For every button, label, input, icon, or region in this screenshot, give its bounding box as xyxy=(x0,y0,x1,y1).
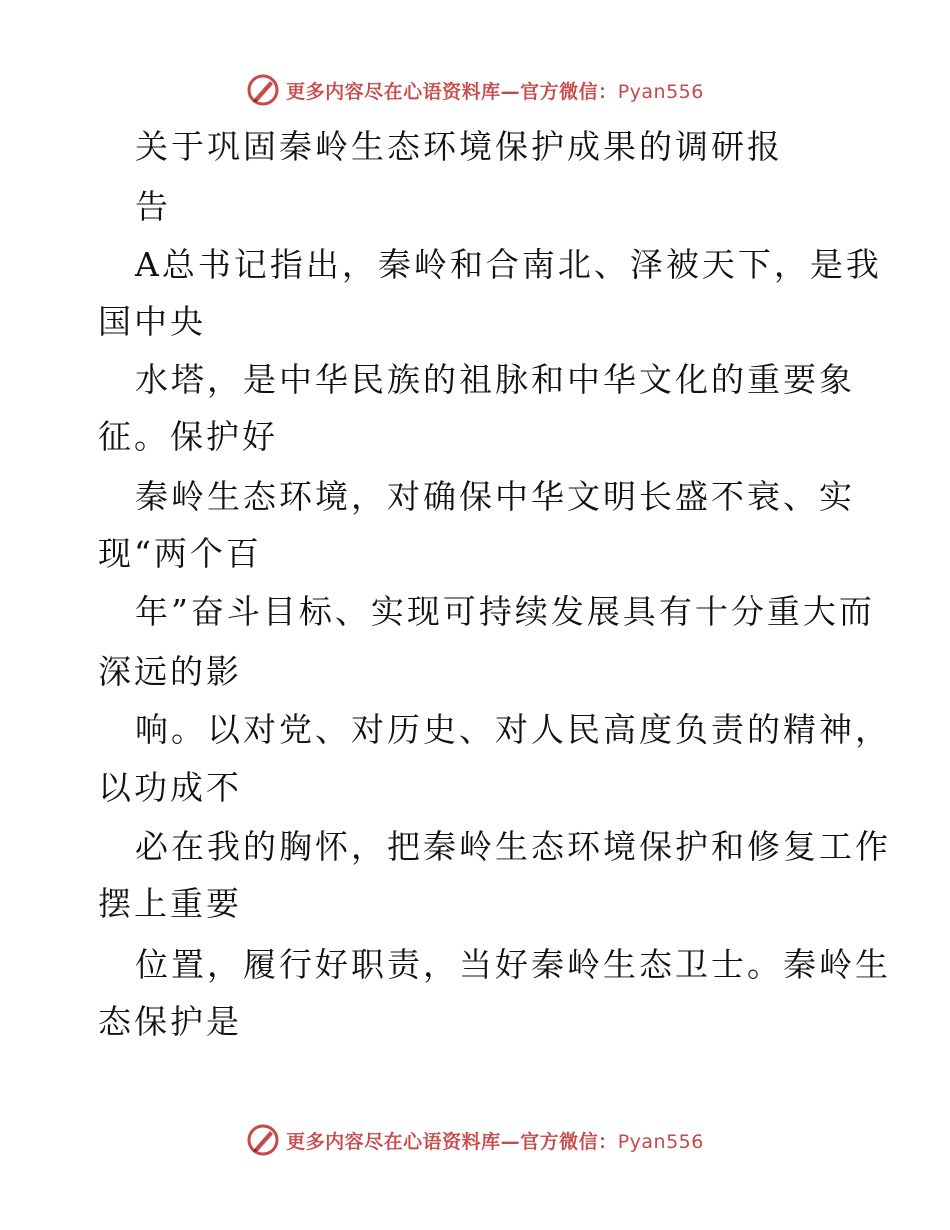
watermark-slogan: 更多内容尽在心语资料库 xyxy=(286,1130,501,1153)
paragraph-line: 现“两个百 xyxy=(98,534,262,573)
watermark-wechat-label: 官方微信： xyxy=(520,80,618,103)
document-title-line-1: 关于巩固秦岭生态环境保护成果的调研报 xyxy=(135,127,783,166)
paragraph-line: 年”奋斗目标、实现可持续发展具有十分重大而 xyxy=(135,592,875,631)
watermark-wechat-id: Pyan556 xyxy=(617,80,704,103)
paragraph-line: 水塔，是中华民族的祖脉和中华文化的重要象 xyxy=(135,360,855,399)
watermark-slogan: 更多内容尽在心语资料库 xyxy=(286,80,501,103)
paragraph-line: 征。保护好 xyxy=(98,417,278,456)
watermark-text xyxy=(286,1127,704,1154)
quill-pen-icon xyxy=(246,73,280,107)
paragraph-line: 以功成不 xyxy=(98,768,242,807)
watermark-wechat-label: 官方微信： xyxy=(520,1130,618,1153)
paragraph-line: 国中央 xyxy=(98,302,206,341)
watermark-wechat-id: Pyan556 xyxy=(617,1130,704,1153)
paragraph-line: 响。以对党、对历史、对人民高度负责的精神， xyxy=(135,710,891,749)
paragraph-line: A总书记指出，秦岭和合南北、泽被天下，是我 xyxy=(135,245,882,284)
watermark-text xyxy=(286,77,704,104)
paragraph-line: 态保护是 xyxy=(98,1002,242,1041)
paragraph-line: 摆上重要 xyxy=(98,884,242,923)
paragraph-line: 位置，履行好职责，当好秦岭生态卫士。秦岭生 xyxy=(135,945,891,984)
watermark-separator: — xyxy=(500,1130,521,1153)
document-title-line-2: 告 xyxy=(135,187,171,226)
watermark-separator: — xyxy=(500,80,521,103)
paragraph-line: 秦岭生态环境，对确保中华文明长盛不衰、实 xyxy=(135,477,855,516)
header-watermark xyxy=(0,70,950,110)
paragraph-line: 必在我的胸怀，把秦岭生态环境保护和修复工作 xyxy=(135,827,891,866)
quill-pen-icon xyxy=(246,1123,280,1157)
paragraph-line: 深远的影 xyxy=(98,652,242,691)
footer-watermark xyxy=(0,1120,950,1160)
